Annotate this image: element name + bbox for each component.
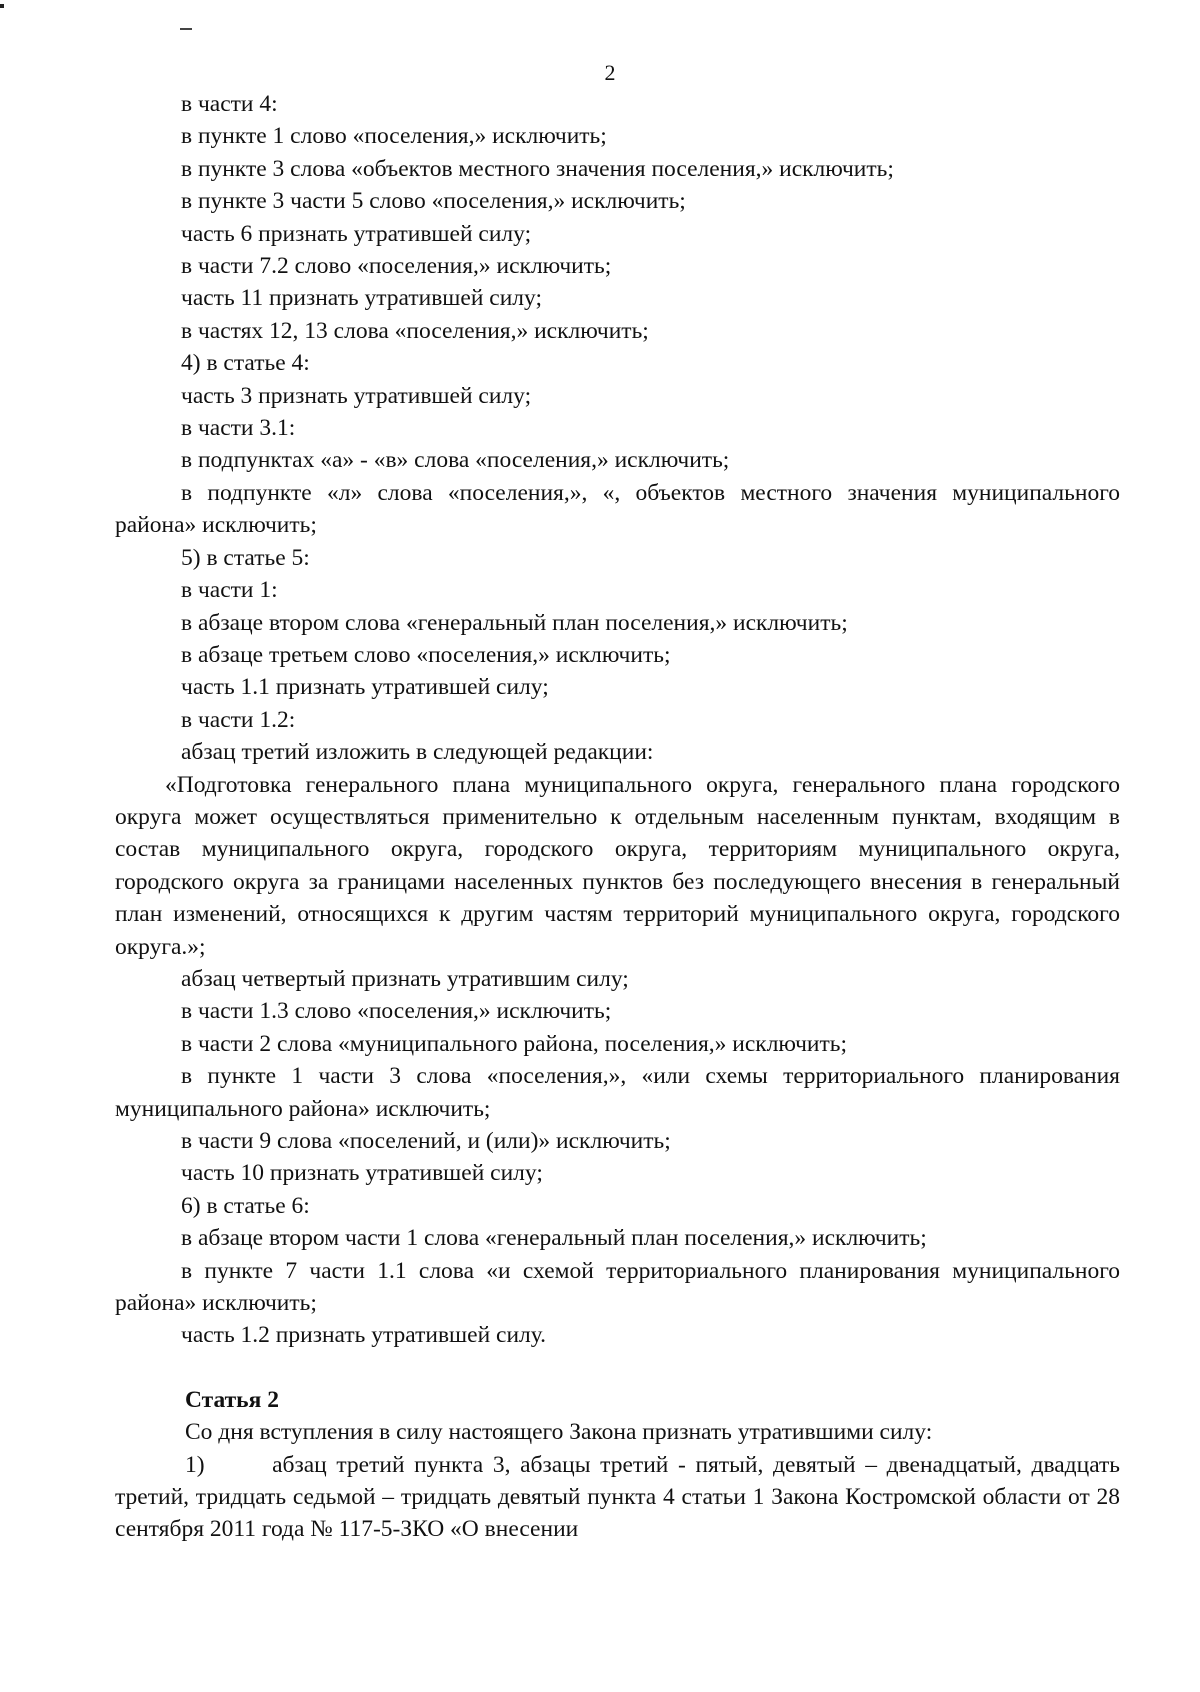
text-line: в части 9 слова «поселений, и (или)» исключить;	[181, 1128, 671, 1154]
text-line: часть 3 признать утратившей силу;	[181, 382, 532, 409]
list-item	[115, 1449, 1120, 1546]
text-line: часть 1.1 признать утратившей силу;	[181, 674, 549, 701]
text-line: 5) в статье 5:	[181, 544, 310, 571]
text-line: в части 1.3 слово «поселения,» исключить;	[181, 998, 612, 1025]
text-line: в пункте 1 слово «поселения,» исключить;	[181, 123, 607, 150]
scan-artifact	[180, 28, 192, 30]
text-line: в пункте 3 части 5 слово «поселения,» исключить;	[181, 188, 686, 215]
text-line: 4) в статье 4:	[181, 350, 310, 377]
spacer	[115, 1352, 1120, 1384]
paragraph: в пункте 7 части 1.1 слова «и схемой территориального планирования муниципального района» исключить;	[115, 1257, 1120, 1317]
text-line: в пункте 3 слова «объектов местного значения поселения,» исключить;	[181, 155, 894, 182]
text-line: 6) в статье 6:	[181, 1192, 310, 1219]
text-line: часть 1.2 признать утратившей силу.	[181, 1322, 547, 1349]
text-line: в части 4:	[181, 91, 278, 117]
text-line: в частях 12, 13 слова «поселения,» исключить;	[181, 317, 649, 344]
list-item-number: 1)	[185, 1451, 205, 1478]
scan-artifact	[0, 4, 4, 8]
text-line: абзац третий изложить в следующей редакции:	[181, 739, 654, 766]
page-number: 2	[604, 60, 616, 85]
text-line: часть 6 признать утратившей силу;	[181, 220, 532, 247]
text-line: часть 11 признать утратившей силу;	[181, 285, 542, 312]
paragraph: в пункте 1 части 3 слова «поселения,», «или схемы территориального планирования муниципального района» исключить;	[115, 1063, 1120, 1122]
paragraph: в подпункте «л» слова «поселения,», «, объектов местного значения муниципального района» исключить;	[115, 479, 1120, 539]
quoted-paragraph: «Подготовка генерального плана муниципального округа, генерального плана городского округа может осуществляться применительно к отдельным населенным пунктам, входящим в состав муниципального округа, городского округа, территориям муниципального округа, городского округа за границами населенных пунктов без последующего внесения в генеральный план изменений, относящихся к другим частям территорий муниципального округа, городского округа.»;	[115, 771, 1120, 960]
text-line: часть 10 признать утратившей силу;	[181, 1160, 543, 1187]
text-line: в подпунктах «а» - «в» слова «поселения,» исключить;	[181, 447, 730, 474]
article-heading: Статья 2	[185, 1386, 279, 1413]
text-line: в части 3.1:	[181, 415, 296, 442]
text-line: Со дня вступления в силу настоящего Закона признать утратившими силу:	[185, 1419, 933, 1446]
text-line: в абзаце третьем слово «поселения,» исключить;	[181, 641, 671, 668]
list-item-text: абзац третий пункта 3, абзацы третий - пятый, девятый – двенадцатый, двадцать третий, тридцать седьмой – тридцать девятый пункта 4 статьи 1 Закона Костромской области от 28 сентября 2011 года № 117-5-ЗКО «О внесении	[115, 1451, 1121, 1543]
text-line: в части 7.2 слово «поселения,» исключить;	[181, 253, 612, 280]
text-line: в абзаце втором части 1 слова «генеральный план поселения,» исключить;	[181, 1225, 927, 1252]
text-line: в части 1:	[181, 577, 278, 604]
text-line: абзац четвертый признать утратившим силу;	[181, 965, 629, 992]
text-line: в части 2 слова «муниципального района, поселения,» исключить;	[181, 1030, 847, 1057]
text-line: в части 1.2:	[181, 706, 296, 733]
text-line: в абзаце втором слова «генеральный план поселения,» исключить;	[181, 609, 848, 636]
document-body	[115, 88, 1120, 1546]
